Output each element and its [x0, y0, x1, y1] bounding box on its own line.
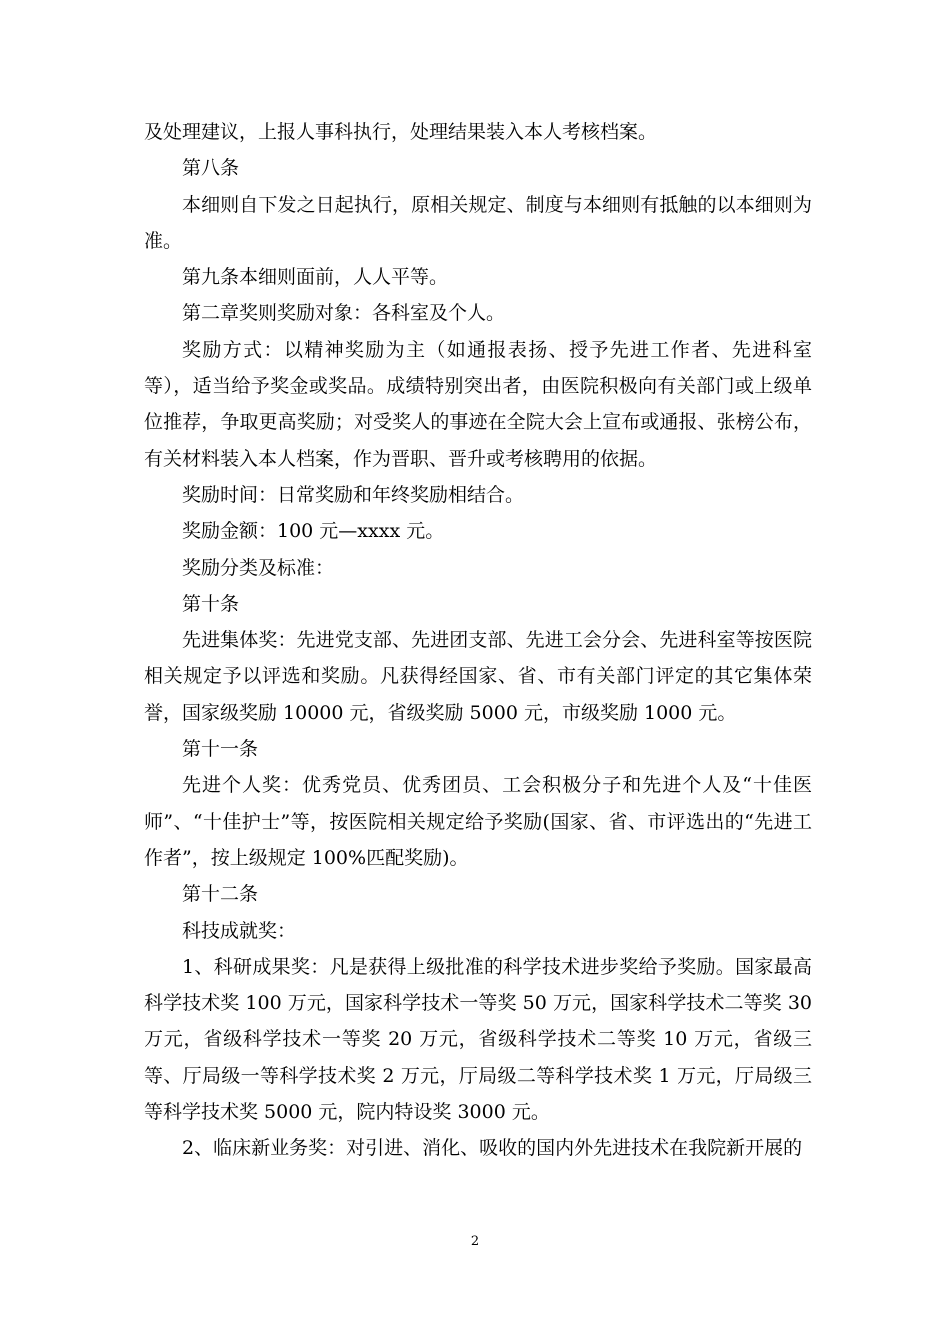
article-heading-11: 第十一条 — [182, 738, 259, 761]
chapter-2-reward-targets: 第二章奖则奖励对象：各科室及个人。 — [182, 302, 506, 325]
paragraph-reward-time: 奖励时间：日常奖励和年终奖励相结合。 — [182, 483, 525, 506]
paragraph-reward-method: 奖励方式：以精神奖励为主（如通报表扬、授予先进工作者、先进科室等），适当给予奖金或奖品。成绩特别突出者，由医院积极向有关部门或上级单位推荐，争取更高奖励；对受奖人的事迹在全院大会上宣布或通报、张榜公布，有关材料装入本人档案，作为晋职、晋升或考核聘用的依据。 — [144, 338, 812, 470]
paragraph-reward-amount: 奖励金额：100 元—xxxx 元。 — [182, 520, 445, 543]
paragraph-effective-date: 本细则自下发之日起执行，原相关规定、制度与本细则有抵触的以本细则为准。 — [144, 193, 812, 252]
article-heading-10: 第十条 — [182, 592, 240, 615]
page-number: 2 — [470, 1234, 480, 1249]
paragraph-research-award: 1、科研成果奖：凡是获得上级批准的科学技术进步奖给予奖励。国家最高科学技术奖 100 万元，国家科学技术一等奖 50 万元，国家科学技术二等奖 30 万元，省级科学技术一等奖 20 万元，省级科学技术二等奖 10 万元，省级三等、厅局级一等科学技术奖 2 万元，厅局级二等科学技术奖 1 万元，厅局级三等科学技术奖 5000 元，院内特设奖 3000 元。 — [144, 955, 819, 1124]
document-body — [144, 114, 819, 1167]
article-9: 第九条本细则面前，人人平等。 — [182, 266, 449, 289]
article-heading-8: 第八条 — [182, 157, 240, 180]
paragraph-continuation: 及处理建议，上报人事科执行，处理结果装入本人考核档案。 — [144, 121, 658, 143]
paragraph-tech-achievement: 科技成就奖： — [182, 919, 297, 942]
paragraph-collective-award: 先进集体奖：先进党支部、先进团支部、先进工会分会、先进科室等按医院相关规定予以评选和奖励。凡获得经国家、省、市有关部门评定的其它集体荣誉，国家级奖励 10000 元，省级奖励 5000 元，市级奖励 1000 元。 — [144, 629, 812, 724]
paragraph-reward-categories: 奖励分类及标准： — [182, 556, 335, 579]
paragraph-clinical-award: 2、临床新业务奖：对引进、消化、吸收的国内外先进技术在我院新开展的 — [182, 1137, 803, 1160]
article-heading-12: 第十二条 — [182, 883, 259, 906]
paragraph-individual-award: 先进个人奖：优秀党员、优秀团员、工会积极分子和先进个人及“十佳医师”、“十佳护士”等，按医院相关规定给予奖励(国家、省、市评选出的“先进工作者”，按上级规定 100%匹配奖励)。 — [144, 774, 812, 869]
